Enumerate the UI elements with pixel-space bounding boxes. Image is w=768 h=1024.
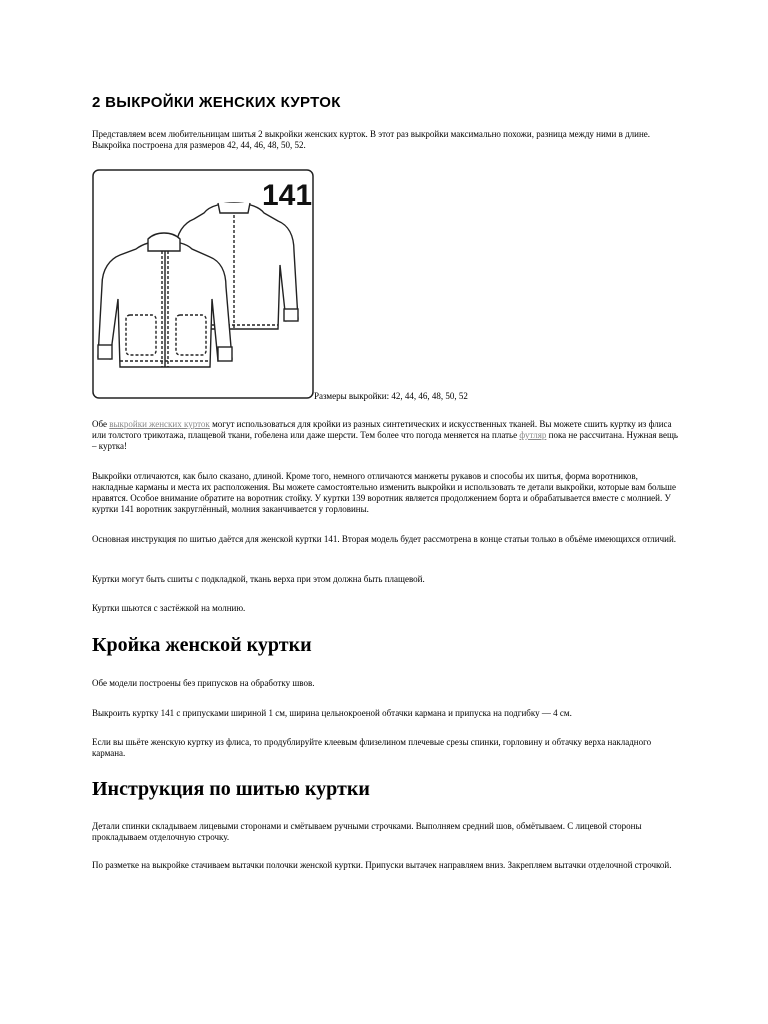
paragraph-main-instruction: Основная инструкция по шитью даётся для женской куртки 141. Вторая модель будет рассмотрена в конце статьи только в объёме имеющихся отличий. (92, 534, 677, 544)
paragraph-lining: Куртки могут быть сшиты с подкладкой, ткань верха при этом должна быть плащевой. (92, 574, 425, 584)
heading-cutting: Кройка женской куртки (92, 634, 312, 656)
paragraph-fabrics (92, 419, 680, 452)
article-title: 2 ВЫКРОЙКИ ЖЕНСКИХ КУРТОК (92, 94, 341, 111)
model-number: 141 (262, 179, 313, 212)
paragraph-fleece: Если вы шьёте женскую куртку из флиса, то продублируйте клеевым флизелином плечевые срезы спинки, горловину и обтачку верха накладного кармана. (92, 737, 652, 758)
intro-paragraph: Представляем всем любительницам шитья 2 выкройки женских курток. В этот раз выкройки максимально похожи, разница между ними в длине. Выкройка построена для размеров 42, 44, 46, 48, 50, 52. (92, 129, 651, 150)
paragraph-differences: Выкройки отличаются, как было сказано, длиной. Кроме того, немного отличаются манжеты рукавов и способы их шитья, форма воротников, накладные карманы и места их расположения. Вы можете самостоятельно изменить выкройки и использовать те детали выкройки, которые вам больше нравятся. Особое внимание обратите на воротник стойку. У куртки 139 воротник является продолжением борта и обрабатывается вместе с молнией. У куртки 141 воротник закруглённый, молния заканчивается у горловины. (92, 471, 676, 514)
text: пока не рассчитана. Нужная вещь – куртка! (92, 430, 679, 451)
jacket-drawing (92, 169, 314, 399)
paragraph-cut-141: Выкроить куртку 141 с припусками шириной 1 см, ширина цельнокроеной обтачки кармана и припуска на подгибку — 4 см. (92, 708, 572, 718)
link-sheath-dress[interactable]: футляр (519, 430, 547, 440)
paragraph-allowances: Обе модели построены без припусков на обработку швов. (92, 678, 315, 688)
text: Обе (92, 419, 110, 429)
sizes-caption: Размеры выкройки: 42, 44, 46, 48, 50, 52 (314, 391, 468, 401)
text: могут использоваться для кройки из разных синтетических и искусственных тканей. Вы можете сшить куртку из флиса или толстого трикотажа, плащевой ткани, гобелена или даже шерсти. Тем более что погода меняется на платье (92, 419, 672, 440)
link-jacket-patterns[interactable]: выкройки женских курток (109, 419, 210, 429)
heading-sewing-instruction: Инструкция по шитью куртки (92, 778, 370, 800)
paragraph-zipper: Куртки шьются с застёжкой на молнию. (92, 603, 246, 613)
paragraph-darts: По разметке на выкройке стачиваем вытачки полочки женской куртки. Припуски вытачек направляем вниз. Закрепляем вытачки отделочной строчкой. (92, 860, 672, 870)
jacket-illustration (92, 169, 314, 399)
paragraph-back-seams: Детали спинки складываем лицевыми сторонами и смётываем ручными строчками. Выполняем средний шов, обмётываем. С лицевой стороны прокладываем отделочную строчку. (92, 821, 642, 842)
